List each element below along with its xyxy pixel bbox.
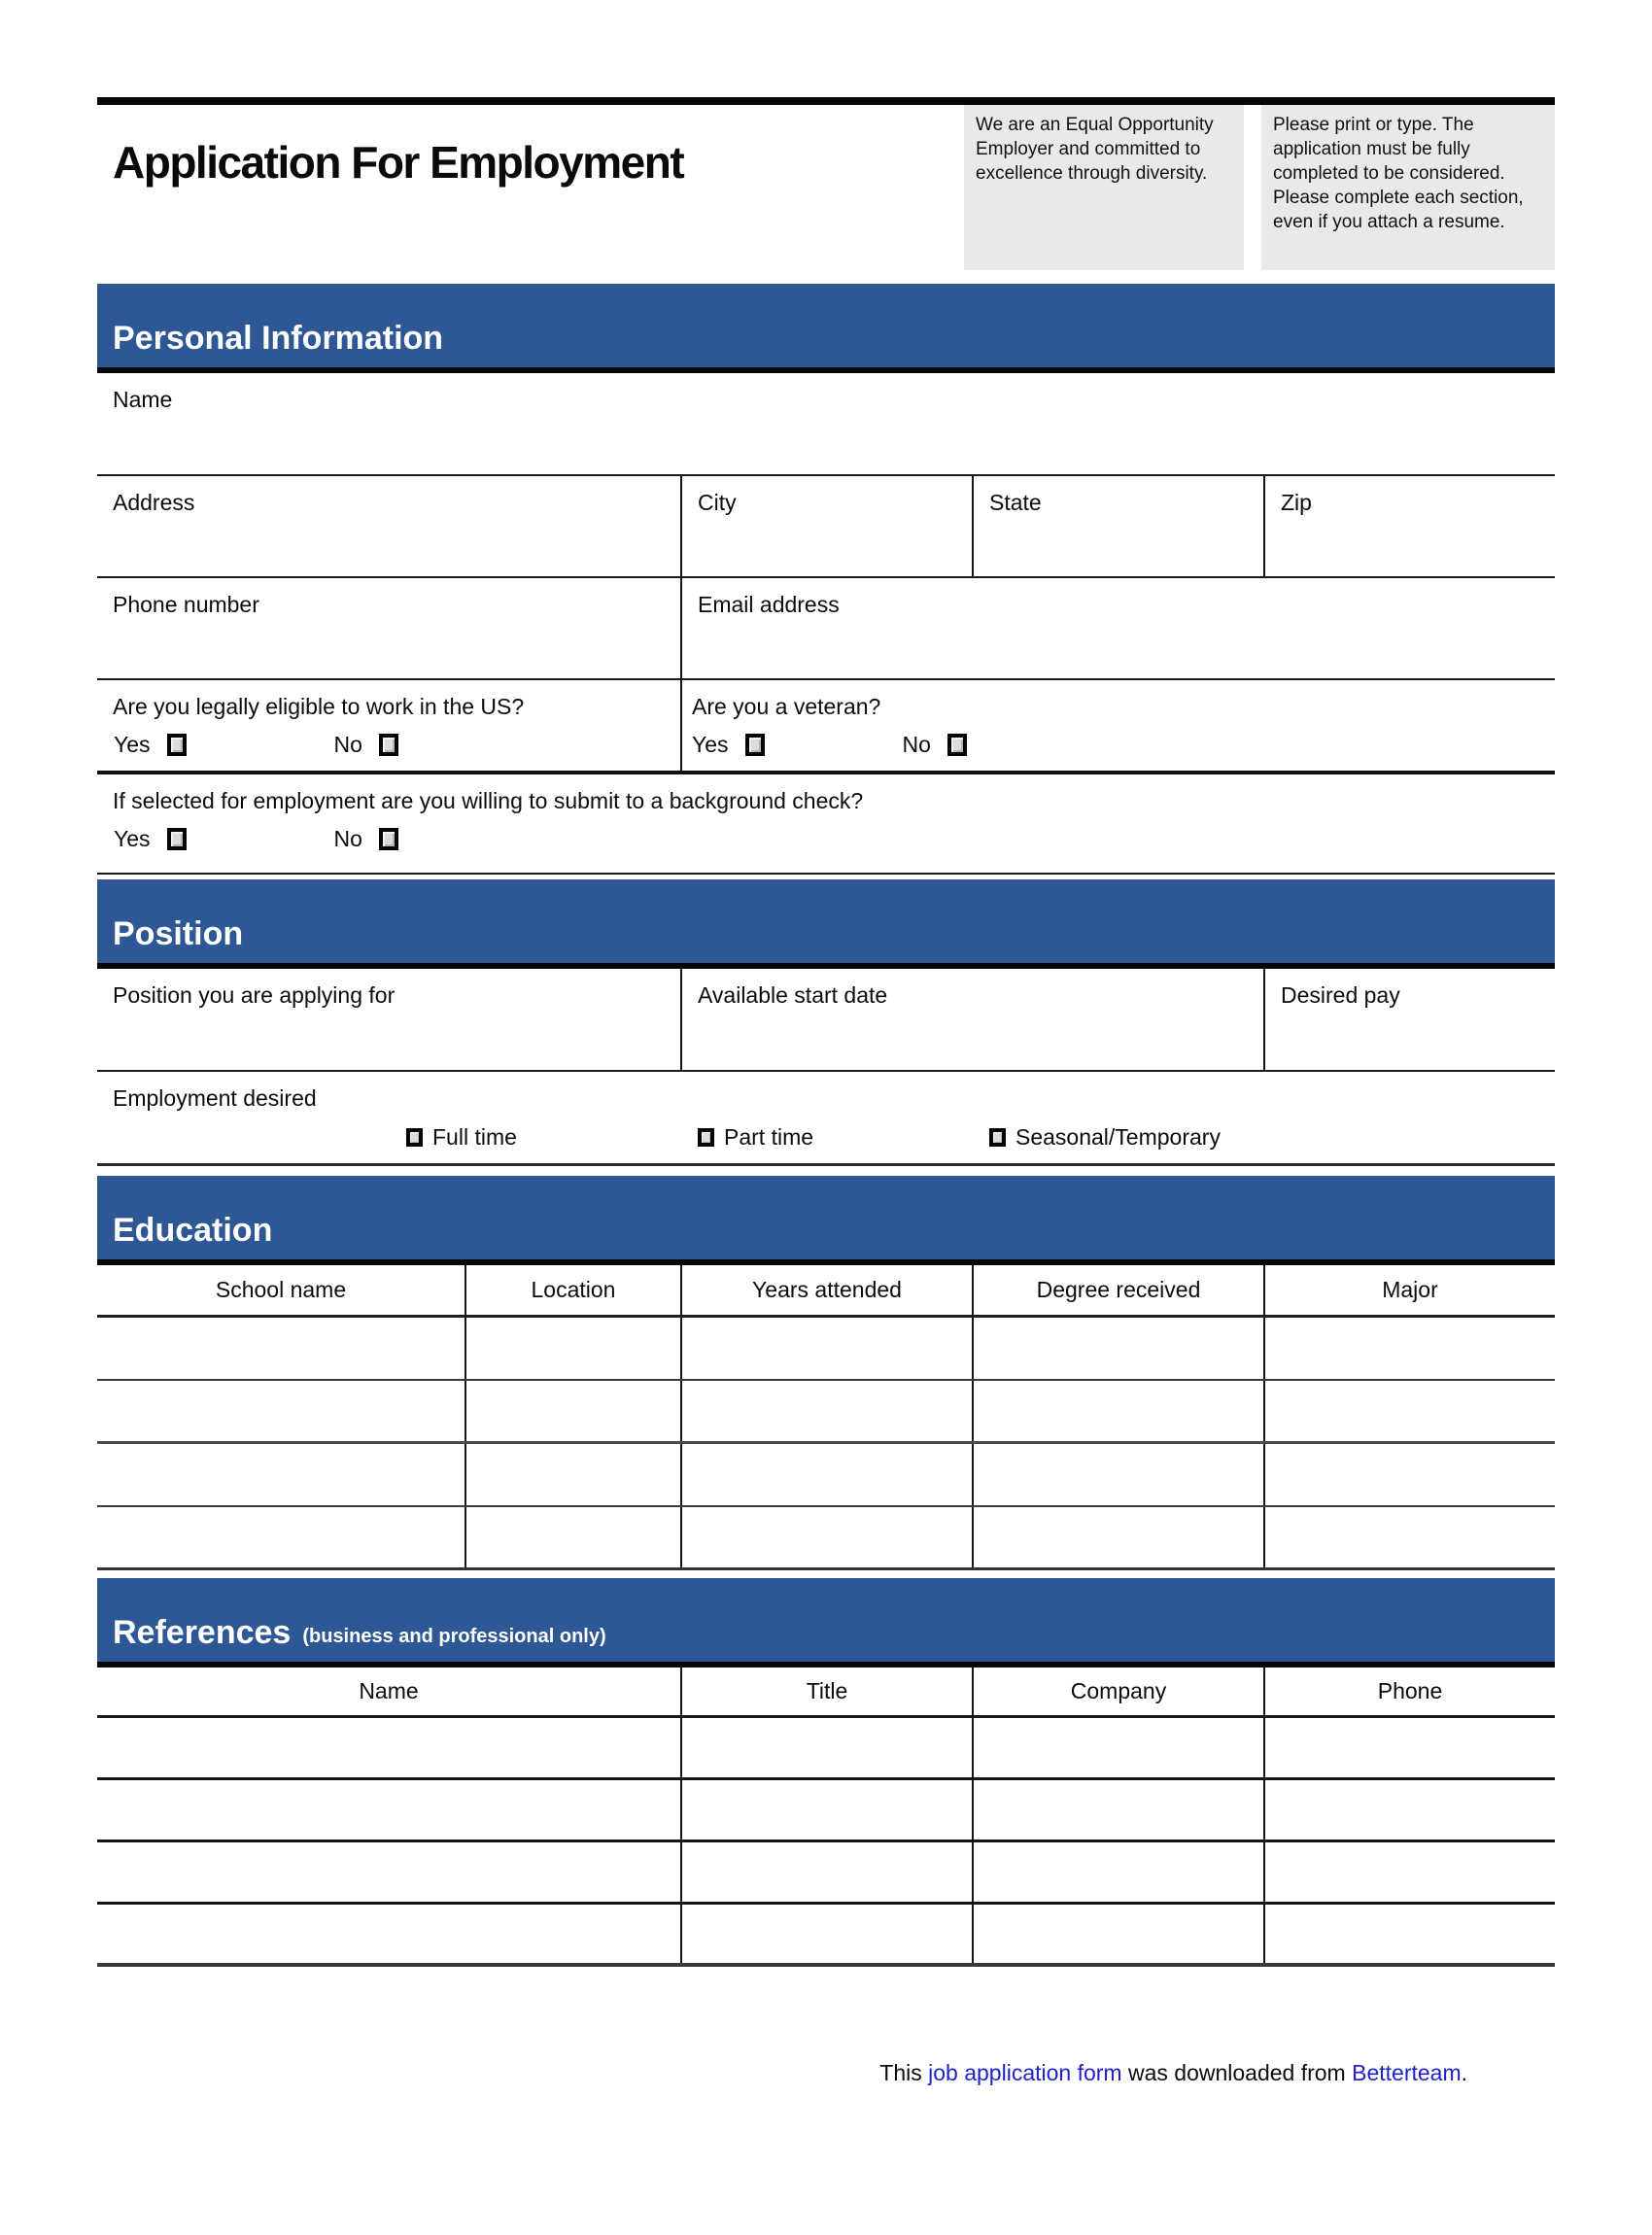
phone-email-row bbox=[97, 578, 1555, 680]
betterteam-link[interactable]: Betterteam bbox=[1352, 2060, 1462, 2085]
veteran-no-checkbox[interactable] bbox=[947, 734, 967, 756]
eligibility-row bbox=[97, 680, 1555, 774]
references-table-header bbox=[97, 1668, 1555, 1718]
major-cell[interactable] bbox=[1263, 1318, 1555, 1379]
veteran-question-cell bbox=[680, 680, 1555, 771]
reference-title-cell[interactable] bbox=[680, 1718, 972, 1777]
reference-name-cell[interactable] bbox=[97, 1780, 680, 1840]
education-heading: Education bbox=[113, 1212, 273, 1249]
email-address-label: Email address bbox=[698, 592, 840, 617]
references-table-row bbox=[97, 1718, 1555, 1780]
phone-number-field[interactable] bbox=[97, 578, 680, 678]
available-start-date-field[interactable] bbox=[680, 969, 1263, 1070]
reference-company-cell[interactable] bbox=[972, 1905, 1263, 1963]
city-label: City bbox=[698, 490, 737, 515]
references-heading: References bbox=[113, 1614, 292, 1651]
degree-received-cell[interactable] bbox=[972, 1444, 1263, 1505]
school-name-cell[interactable] bbox=[97, 1381, 465, 1441]
masthead bbox=[97, 105, 1555, 284]
reference-company-cell[interactable] bbox=[972, 1842, 1263, 1902]
school-name-cell[interactable] bbox=[97, 1444, 465, 1505]
degree-received-cell[interactable] bbox=[972, 1381, 1263, 1441]
seasonal-temporary-option bbox=[989, 1124, 1221, 1151]
zip-label: Zip bbox=[1281, 490, 1312, 515]
email-address-field[interactable] bbox=[680, 578, 1555, 678]
reference-name-cell[interactable] bbox=[97, 1905, 680, 1963]
location-cell[interactable] bbox=[465, 1381, 680, 1441]
zip-field[interactable] bbox=[1263, 476, 1555, 576]
reference-phone-cell[interactable] bbox=[1263, 1905, 1555, 1963]
work-eligibility-question: Are you legally eligible to work in the US? bbox=[113, 694, 525, 719]
reference-phone-cell[interactable] bbox=[1263, 1842, 1555, 1902]
major-column-header: Major bbox=[1263, 1265, 1555, 1315]
reference-name-column-header: Name bbox=[359, 1678, 419, 1703]
background-check-yes-checkbox[interactable] bbox=[167, 828, 187, 850]
position-heading: Position bbox=[113, 915, 244, 952]
school-name-cell[interactable] bbox=[97, 1318, 465, 1379]
background-check-row bbox=[97, 774, 1555, 875]
position-applying-for-field[interactable] bbox=[97, 969, 680, 1070]
application-form-page bbox=[97, 97, 1555, 2086]
veteran-question: Are you a veteran? bbox=[692, 694, 881, 719]
yes-label: Yes bbox=[114, 732, 151, 757]
reference-name-cell[interactable] bbox=[97, 1718, 680, 1777]
equal-opportunity-notice: We are an Equal Opportunity Employer and committed to excellence through diversity. bbox=[964, 105, 1244, 270]
phone-number-label: Phone number bbox=[113, 592, 259, 617]
name-row bbox=[97, 373, 1555, 476]
available-start-date-label: Available start date bbox=[698, 982, 888, 1008]
location-cell[interactable] bbox=[465, 1444, 680, 1505]
print-instructions-notice: Please print or type. The application must be fully completed to be considered. Please complete each section, even if you attach a resume. bbox=[1261, 105, 1555, 270]
address-label: Address bbox=[113, 490, 195, 515]
reference-phone-cell[interactable] bbox=[1263, 1780, 1555, 1840]
degree-received-column-header: Degree received bbox=[972, 1265, 1263, 1315]
top-rule bbox=[97, 97, 1555, 105]
work-eligible-yes-checkbox[interactable] bbox=[167, 734, 187, 756]
references-header bbox=[97, 1578, 1555, 1668]
name-label: Name bbox=[113, 387, 173, 412]
city-field[interactable] bbox=[680, 476, 972, 576]
reference-title-cell[interactable] bbox=[680, 1905, 972, 1963]
name-field[interactable] bbox=[97, 373, 1555, 474]
page-title: Application For Employment bbox=[113, 137, 684, 188]
no-label: No bbox=[333, 826, 362, 851]
background-check-answers bbox=[97, 826, 1555, 852]
years-attended-cell[interactable] bbox=[680, 1318, 972, 1379]
state-label: State bbox=[989, 490, 1042, 515]
part-time-option bbox=[698, 1124, 813, 1151]
footer-text-prefix: This bbox=[879, 2060, 929, 2085]
background-check-no-checkbox[interactable] bbox=[379, 828, 398, 850]
reference-title-cell[interactable] bbox=[680, 1780, 972, 1840]
employment-desired-label: Employment desired bbox=[113, 1085, 317, 1111]
state-field[interactable] bbox=[972, 476, 1263, 576]
references-table-row bbox=[97, 1780, 1555, 1842]
address-row bbox=[97, 476, 1555, 578]
references-table-row bbox=[97, 1905, 1555, 1967]
work-eligible-no-checkbox[interactable] bbox=[379, 734, 398, 756]
education-header bbox=[97, 1176, 1555, 1265]
veteran-answers bbox=[682, 732, 1555, 758]
school-name-column-header: School name bbox=[215, 1277, 347, 1302]
yes-label: Yes bbox=[692, 732, 729, 757]
references-subheading: (business and professional only) bbox=[302, 1626, 606, 1647]
work-eligibility-question-cell bbox=[97, 680, 680, 771]
education-table-row bbox=[97, 1444, 1555, 1507]
address-field[interactable] bbox=[97, 476, 680, 576]
no-label: No bbox=[902, 732, 931, 757]
yes-label: Yes bbox=[114, 826, 151, 851]
years-attended-cell[interactable] bbox=[680, 1507, 972, 1567]
work-eligibility-answers bbox=[97, 732, 680, 758]
full-time-label: Full time bbox=[432, 1124, 517, 1150]
location-column-header: Location bbox=[465, 1265, 680, 1315]
full-time-checkbox[interactable] bbox=[406, 1128, 423, 1147]
desired-pay-field[interactable] bbox=[1263, 969, 1555, 1070]
reference-name-cell[interactable] bbox=[97, 1842, 680, 1902]
years-attended-cell[interactable] bbox=[680, 1381, 972, 1441]
location-cell[interactable] bbox=[465, 1507, 680, 1567]
reference-company-cell[interactable] bbox=[972, 1780, 1263, 1840]
degree-received-cell[interactable] bbox=[972, 1318, 1263, 1379]
no-label: No bbox=[333, 732, 362, 757]
references-table-row bbox=[97, 1842, 1555, 1905]
reference-phone-column-header: Phone bbox=[1263, 1668, 1555, 1715]
position-header bbox=[97, 879, 1555, 969]
full-time-option bbox=[406, 1124, 517, 1151]
position-fields-row bbox=[97, 969, 1555, 1072]
desired-pay-label: Desired pay bbox=[1281, 982, 1400, 1008]
footer-text-middle: was downloaded from bbox=[1121, 2060, 1353, 2085]
years-attended-cell[interactable] bbox=[680, 1444, 972, 1505]
location-cell[interactable] bbox=[465, 1318, 680, 1379]
background-check-question: If selected for employment are you willing to submit to a background check? bbox=[113, 788, 864, 813]
employment-desired-row bbox=[97, 1072, 1555, 1166]
reference-company-column-header: Company bbox=[972, 1668, 1263, 1715]
footer-text-suffix: . bbox=[1461, 2060, 1467, 2085]
education-table-header bbox=[97, 1265, 1555, 1318]
reference-title-cell[interactable] bbox=[680, 1842, 972, 1902]
education-table-row bbox=[97, 1381, 1555, 1444]
education-table-row bbox=[97, 1507, 1555, 1570]
degree-received-cell[interactable] bbox=[972, 1507, 1263, 1567]
position-applying-for-label: Position you are applying for bbox=[113, 982, 396, 1008]
major-cell[interactable] bbox=[1263, 1444, 1555, 1505]
reference-company-cell[interactable] bbox=[972, 1718, 1263, 1777]
education-table-row bbox=[97, 1318, 1555, 1381]
part-time-label: Part time bbox=[724, 1124, 814, 1150]
school-name-cell[interactable] bbox=[97, 1507, 465, 1567]
personal-information-heading: Personal Information bbox=[113, 320, 444, 357]
reference-title-column-header: Title bbox=[680, 1668, 972, 1715]
major-cell[interactable] bbox=[1263, 1381, 1555, 1441]
job-application-form-link[interactable]: job application form bbox=[928, 2060, 1122, 2085]
veteran-yes-checkbox[interactable] bbox=[745, 734, 765, 756]
part-time-checkbox[interactable] bbox=[698, 1128, 714, 1147]
personal-information-header bbox=[97, 284, 1555, 373]
seasonal-temporary-label: Seasonal/Temporary bbox=[1015, 1124, 1221, 1150]
reference-phone-cell[interactable] bbox=[1263, 1718, 1555, 1777]
major-cell[interactable] bbox=[1263, 1507, 1555, 1567]
years-attended-column-header: Years attended bbox=[680, 1265, 972, 1315]
seasonal-temporary-checkbox[interactable] bbox=[989, 1128, 1006, 1147]
attribution-footer bbox=[97, 2060, 1555, 2086]
